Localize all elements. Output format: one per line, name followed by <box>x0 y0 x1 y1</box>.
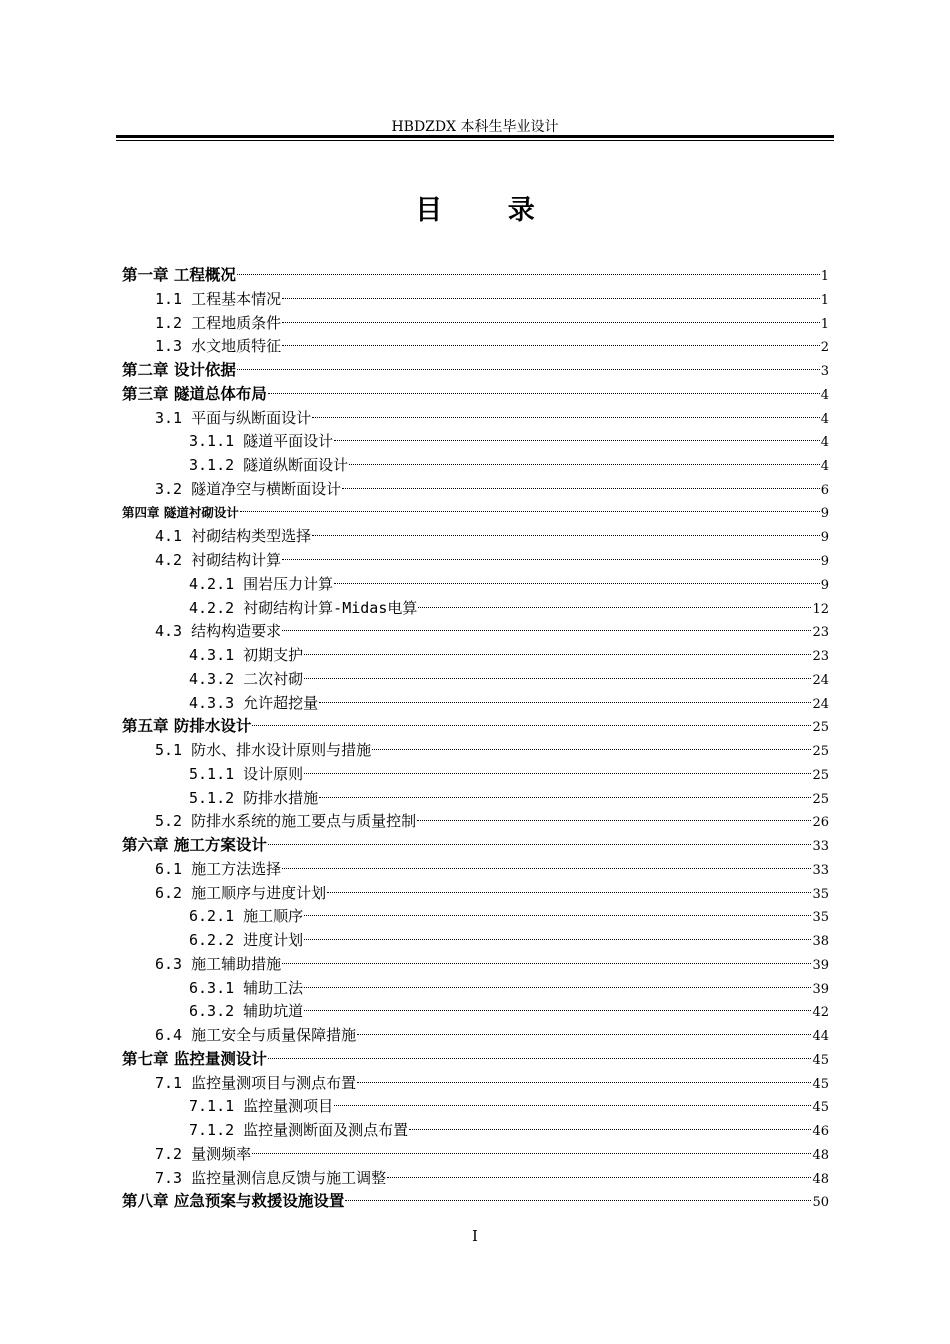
toc-entry-label: 6.1 施工方法选择 <box>155 860 282 878</box>
toc-entry-page: 9 <box>820 554 829 569</box>
toc-dot-leader <box>268 1058 812 1059</box>
toc-entry-label: 第八章 应急预案与救援设施设置 <box>122 1192 345 1210</box>
toc-entry[interactable] <box>155 335 829 357</box>
toc-entry-label: 4.2.2 衬砌结构计算-Midas电算 <box>189 599 418 617</box>
toc-entry-label: 4.1 衬砌结构类型选择 <box>155 527 312 545</box>
toc-entry[interactable] <box>155 620 829 642</box>
toc-dot-leader <box>252 725 811 726</box>
toc-dot-leader <box>282 868 811 869</box>
toc-dot-leader <box>417 820 811 821</box>
toc-entry-page: 1 <box>820 317 829 332</box>
toc-entry-label: 第七章 监控量测设计 <box>122 1050 267 1068</box>
toc-entry[interactable] <box>189 1095 829 1117</box>
toc-entry-page: 3 <box>820 364 829 379</box>
toc-entry[interactable] <box>155 1143 829 1165</box>
toc-dot-leader <box>304 915 811 916</box>
page-number: I <box>472 1227 478 1245</box>
toc-entry[interactable] <box>122 383 829 405</box>
toc-entry[interactable] <box>155 525 829 547</box>
toc-dot-leader <box>304 987 811 988</box>
header-rule-thick <box>116 135 834 138</box>
toc-entry-page: 9 <box>820 578 829 593</box>
toc-entry-label: 7.2 量测频率 <box>155 1145 252 1163</box>
toc-dot-leader <box>342 488 820 489</box>
toc-entry-page: 9 <box>820 506 829 521</box>
toc-dot-leader <box>327 892 811 893</box>
toc-entry[interactable] <box>122 1048 829 1070</box>
toc-entry-page: 9 <box>820 530 829 545</box>
toc-entry-label: 第五章 防排水设计 <box>122 717 252 735</box>
toc-entry[interactable] <box>189 929 829 951</box>
toc-entry[interactable] <box>155 1072 829 1094</box>
toc-entry-label: 7.1 监控量测项目与测点布置 <box>155 1074 357 1092</box>
toc-entry[interactable] <box>122 834 829 856</box>
toc-entry-label: 5.1.2 防排水措施 <box>189 789 319 807</box>
toc-entry-page: 44 <box>812 1029 829 1044</box>
toc-dot-leader <box>409 1129 811 1130</box>
toc-entry[interactable] <box>189 573 829 595</box>
toc-entry-page: 45 <box>812 1100 829 1115</box>
toc-entry-page: 1 <box>820 293 829 308</box>
toc-entry-label: 4.3.2 二次衬砌 <box>189 670 304 688</box>
toc-entry[interactable] <box>189 905 829 927</box>
toc-dot-leader <box>282 298 820 299</box>
toc-entry-page: 24 <box>812 697 829 712</box>
toc-entry-label: 4.2.1 围岩压力计算 <box>189 575 334 593</box>
toc-entry-label: 第二章 设计依据 <box>122 361 236 379</box>
toc-dot-leader <box>334 583 820 584</box>
toc-entry[interactable] <box>189 787 829 809</box>
toc-entry[interactable] <box>155 312 829 334</box>
toc-dot-leader <box>282 630 811 631</box>
toc-entry-label: 3.1.2 隧道纵断面设计 <box>189 456 349 474</box>
toc-entry-label: 4.3.1 初期支护 <box>189 646 304 664</box>
toc-dot-leader <box>282 963 811 964</box>
toc-entry[interactable] <box>189 977 829 999</box>
toc-entry-label: 5.1.1 设计原则 <box>189 765 304 783</box>
toc-entry[interactable] <box>122 502 829 524</box>
toc-entry-page: 33 <box>812 863 829 878</box>
toc-entry-page: 39 <box>812 958 829 973</box>
toc-dot-leader <box>304 939 811 940</box>
toc-dot-leader <box>304 654 811 655</box>
toc-entry-page: 25 <box>812 720 829 735</box>
toc-dot-leader <box>304 678 811 679</box>
toc-dot-leader <box>268 393 820 394</box>
toc-entry-label: 3.1.1 隧道平面设计 <box>189 432 334 450</box>
toc-entry-page: 1 <box>820 269 829 284</box>
toc-entry-page: 4 <box>820 435 829 450</box>
toc-entry-label: 7.3 监控量测信息反馈与施工调整 <box>155 1169 387 1187</box>
toc-dot-leader <box>282 322 820 323</box>
toc-entry-page: 35 <box>812 910 829 925</box>
toc-entry-page: 12 <box>812 602 829 617</box>
toc-entry-page: 23 <box>812 625 829 640</box>
toc-entry-label: 6.2.1 施工顺序 <box>189 907 304 925</box>
toc-entry[interactable] <box>189 692 829 714</box>
toc-entry-page: 50 <box>812 1195 829 1210</box>
toc-dot-leader <box>252 1153 811 1154</box>
toc-entry-label: 1.1 工程基本情况 <box>155 290 282 308</box>
toc-entry-label: 6.2.2 进度计划 <box>189 931 304 949</box>
toc-entry-page: 46 <box>812 1124 829 1139</box>
toc-dot-leader <box>304 773 811 774</box>
toc-dot-leader <box>304 1010 811 1011</box>
toc-dot-leader <box>345 1200 811 1201</box>
toc-entry-page: 45 <box>812 1077 829 1092</box>
toc-entry[interactable] <box>189 597 829 619</box>
toc-entry-page: 4 <box>820 459 829 474</box>
toc-dot-leader <box>268 844 812 845</box>
toc-entry[interactable] <box>155 549 829 571</box>
toc-entry[interactable] <box>189 430 829 452</box>
toc-entry-page: 2 <box>820 340 829 355</box>
toc-entry[interactable] <box>189 454 829 476</box>
toc-entry[interactable] <box>189 763 829 785</box>
toc-dot-leader <box>372 749 811 750</box>
toc-entry-label: 第六章 施工方案设计 <box>122 836 267 854</box>
toc-entry-page: 35 <box>812 887 829 902</box>
toc-entry[interactable] <box>189 644 829 666</box>
toc-entry[interactable] <box>155 478 829 500</box>
toc-entry-page: 4 <box>820 388 829 403</box>
toc-entry-label: 4.3.3 允许超挖量 <box>189 694 319 712</box>
toc-entry[interactable] <box>155 858 829 880</box>
header-rule-thin <box>116 140 834 141</box>
toc-entry[interactable] <box>155 1024 829 1046</box>
toc-dot-leader <box>312 535 820 536</box>
toc-entry-label: 6.4 施工安全与质量保障措施 <box>155 1026 357 1044</box>
toc-entry[interactable] <box>122 1190 829 1212</box>
toc-dot-leader <box>237 274 820 275</box>
toc-dot-leader <box>418 607 811 608</box>
toc-dot-leader <box>334 440 820 441</box>
toc-entry[interactable] <box>155 739 829 761</box>
toc-dot-leader <box>237 369 820 370</box>
toc-entry-label: 3.2 隧道净空与横断面设计 <box>155 480 342 498</box>
toc-dot-leader <box>387 1177 811 1178</box>
toc-entry-label: 5.2 防排水系统的施工要点与质量控制 <box>155 812 417 830</box>
toc-dot-leader <box>334 1105 811 1106</box>
toc-entry-page: 48 <box>812 1172 829 1187</box>
toc-entry[interactable] <box>122 264 829 286</box>
toc-entry-page: 23 <box>812 649 829 664</box>
toc-entry-page: 6 <box>820 483 829 498</box>
toc-entry-page: 24 <box>812 673 829 688</box>
toc-entry-page: 45 <box>812 1053 829 1068</box>
toc-entry-page: 26 <box>812 815 829 830</box>
toc-entry-page: 48 <box>812 1148 829 1163</box>
toc-entry-page: 4 <box>820 412 829 427</box>
toc-entry[interactable] <box>155 407 829 429</box>
toc-entry-page: 25 <box>812 768 829 783</box>
toc-entry[interactable] <box>122 359 829 381</box>
toc-entry-label: 6.3 施工辅助措施 <box>155 955 282 973</box>
toc-entry-label: 6.3.1 辅助工法 <box>189 979 304 997</box>
toc-entry[interactable] <box>155 882 829 904</box>
toc-entry-label: 3.1 平面与纵断面设计 <box>155 409 312 427</box>
toc-entry[interactable] <box>189 1119 829 1141</box>
toc-entry[interactable] <box>155 288 829 310</box>
toc-dot-leader <box>282 345 820 346</box>
toc-entry[interactable] <box>189 1000 829 1022</box>
toc-dot-leader <box>349 464 820 465</box>
toc-entry-page: 39 <box>812 982 829 997</box>
toc-entry-label: 第三章 隧道总体布局 <box>122 385 267 403</box>
toc-entry-label: 第一章 工程概况 <box>122 266 236 284</box>
toc-entry-label: 6.3.2 辅助坑道 <box>189 1002 304 1020</box>
toc-entry-label: 第四章 隧道衬砌设计 <box>122 505 239 520</box>
toc-entry-label: 7.1.2 监控量测断面及测点布置 <box>189 1121 409 1139</box>
toc-dot-leader <box>319 702 811 703</box>
toc-entry[interactable] <box>155 1167 829 1189</box>
toc-entry-label: 4.3 结构构造要求 <box>155 622 282 640</box>
toc-dot-leader <box>282 559 820 560</box>
toc-entry-page: 25 <box>812 792 829 807</box>
toc-entry-label: 1.2 工程地质条件 <box>155 314 282 332</box>
toc-dot-leader <box>319 797 811 798</box>
toc-entry[interactable] <box>122 715 829 737</box>
page-header: HBDZDX 本科生毕业设计 <box>391 119 559 135</box>
toc-entry-page: 33 <box>812 839 829 854</box>
toc-entry-page: 25 <box>812 744 829 759</box>
toc-entry[interactable] <box>155 953 829 975</box>
toc-dot-leader <box>240 511 820 512</box>
toc-entry[interactable] <box>155 810 829 832</box>
toc-entry-label: 4.2 衬砌结构计算 <box>155 551 282 569</box>
toc-entry-page: 38 <box>812 934 829 949</box>
toc-dot-leader <box>357 1034 811 1035</box>
toc-dot-leader <box>357 1082 811 1083</box>
toc-entry-label: 5.1 防水、排水设计原则与措施 <box>155 741 372 759</box>
toc-entry-label: 7.1.1 监控量测项目 <box>189 1097 334 1115</box>
toc-entry-label: 1.3 水文地质特征 <box>155 337 282 355</box>
toc-entry[interactable] <box>189 668 829 690</box>
toc-title: 目 录 <box>415 195 563 226</box>
toc-entry-page: 42 <box>812 1005 829 1020</box>
toc-entry-label: 6.2 施工顺序与进度计划 <box>155 884 327 902</box>
toc-dot-leader <box>312 417 820 418</box>
